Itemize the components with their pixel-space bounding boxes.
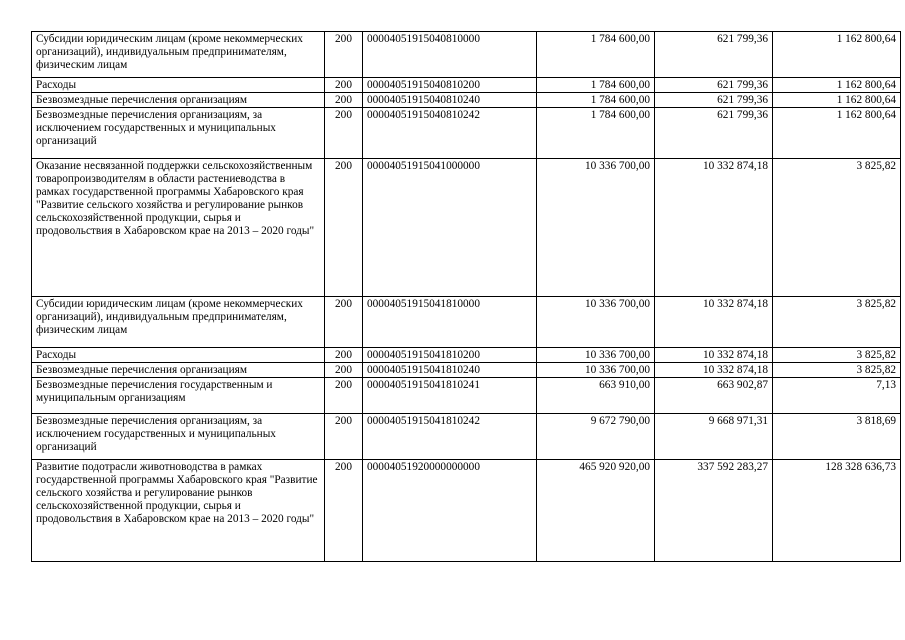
table-row	[32, 460, 901, 562]
row-executed: 621 799,36	[655, 93, 773, 108]
row-approved: 1 784 600,00	[537, 32, 655, 78]
row-kbk: 00004051915040810240	[363, 93, 537, 108]
row-kbk: 00004051915040810242	[363, 108, 537, 159]
row-code: 200	[325, 78, 363, 93]
row-name: Расходы	[32, 348, 325, 363]
row-name: Оказание несвязанной поддержки сельскохозяйственным товаропроизводителям в области растениеводства в рамках государственной программы Хабаровского края "Развитие сельского хозяйства и регулирование рынков сельскохозяйственной продукции, сырья и продовольствия в Хабаровском крае на 2013 – 2020 годы"	[32, 159, 325, 297]
row-executed: 621 799,36	[655, 108, 773, 159]
row-name: Субсидии юридическим лицам (кроме некоммерческих организаций), индивидуальным предпринимателям, физическим лицам	[32, 297, 325, 348]
row-code: 200	[325, 159, 363, 297]
row-kbk: 00004051915040810200	[363, 78, 537, 93]
table-row	[32, 297, 901, 348]
row-kbk: 00004051920000000000	[363, 460, 537, 562]
row-name: Безвозмездные перечисления организациям	[32, 363, 325, 378]
row-executed: 337 592 283,27	[655, 460, 773, 562]
row-name: Безвозмездные перечисления организациям, за исключением государственных и муниципальных организаций	[32, 414, 325, 460]
row-remaining: 1 162 800,64	[773, 78, 901, 93]
row-kbk: 00004051915041810241	[363, 378, 537, 414]
row-code: 200	[325, 363, 363, 378]
row-approved: 1 784 600,00	[537, 78, 655, 93]
row-approved: 10 336 700,00	[537, 348, 655, 363]
row-name: Безвозмездные перечисления государственным и муниципальным организациям	[32, 378, 325, 414]
row-approved: 10 336 700,00	[537, 363, 655, 378]
table-row	[32, 32, 901, 78]
table-row	[32, 108, 901, 159]
budget-table	[31, 31, 901, 562]
row-code: 200	[325, 297, 363, 348]
row-code: 200	[325, 348, 363, 363]
table-row	[32, 414, 901, 460]
row-code: 200	[325, 414, 363, 460]
row-remaining: 3 825,82	[773, 348, 901, 363]
row-executed: 10 332 874,18	[655, 348, 773, 363]
row-kbk: 00004051915041810240	[363, 363, 537, 378]
row-executed: 10 332 874,18	[655, 363, 773, 378]
row-kbk: 00004051915040810000	[363, 32, 537, 78]
row-code: 200	[325, 378, 363, 414]
row-remaining: 1 162 800,64	[773, 108, 901, 159]
row-name: Субсидии юридическим лицам (кроме некоммерческих организаций), индивидуальным предпринимателям, физическим лицам	[32, 32, 325, 78]
row-kbk: 00004051915041810000	[363, 297, 537, 348]
row-approved: 465 920 920,00	[537, 460, 655, 562]
row-name: Безвозмездные перечисления организациям	[32, 93, 325, 108]
row-code: 200	[325, 93, 363, 108]
row-executed: 10 332 874,18	[655, 159, 773, 297]
row-executed: 10 332 874,18	[655, 297, 773, 348]
row-remaining: 1 162 800,64	[773, 93, 901, 108]
row-executed: 621 799,36	[655, 78, 773, 93]
row-approved: 1 784 600,00	[537, 93, 655, 108]
row-remaining: 3 825,82	[773, 297, 901, 348]
table-row	[32, 159, 901, 297]
table-row	[32, 378, 901, 414]
row-code: 200	[325, 32, 363, 78]
row-executed: 9 668 971,31	[655, 414, 773, 460]
table-row	[32, 363, 901, 378]
row-code: 200	[325, 108, 363, 159]
row-kbk: 00004051915041000000	[363, 159, 537, 297]
row-executed: 663 902,87	[655, 378, 773, 414]
row-approved: 10 336 700,00	[537, 159, 655, 297]
table-row	[32, 78, 901, 93]
row-name: Развитие подотрасли животноводства в рамках государственной программы Хабаровского края "Развитие сельского хозяйства и регулирование рынков сельскохозяйственной продукции, сырья и продовольствия в Хабаровском крае на 2013 – 2020 годы"	[32, 460, 325, 562]
row-remaining: 3 825,82	[773, 363, 901, 378]
row-approved: 1 784 600,00	[537, 108, 655, 159]
row-remaining: 7,13	[773, 378, 901, 414]
row-name: Безвозмездные перечисления организациям, за исключением государственных и муниципальных организаций	[32, 108, 325, 159]
table-row	[32, 348, 901, 363]
row-remaining: 1 162 800,64	[773, 32, 901, 78]
row-name: Расходы	[32, 78, 325, 93]
row-approved: 663 910,00	[537, 378, 655, 414]
table-row	[32, 93, 901, 108]
row-remaining: 128 328 636,73	[773, 460, 901, 562]
row-remaining: 3 825,82	[773, 159, 901, 297]
row-executed: 621 799,36	[655, 32, 773, 78]
row-remaining: 3 818,69	[773, 414, 901, 460]
row-code: 200	[325, 460, 363, 562]
row-kbk: 00004051915041810200	[363, 348, 537, 363]
row-approved: 9 672 790,00	[537, 414, 655, 460]
row-approved: 10 336 700,00	[537, 297, 655, 348]
row-kbk: 00004051915041810242	[363, 414, 537, 460]
